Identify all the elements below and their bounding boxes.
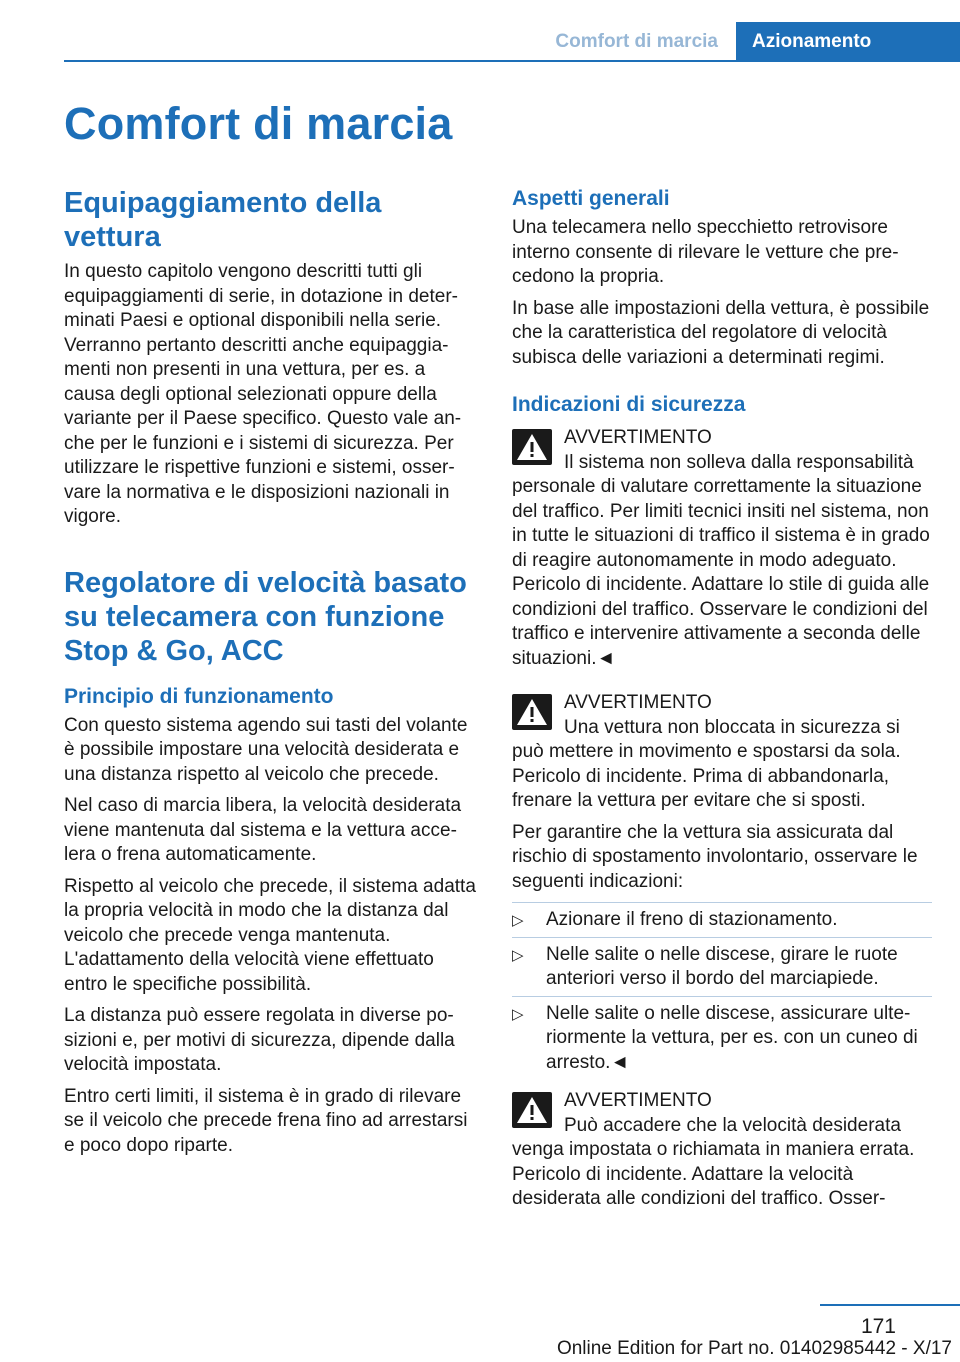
warning-box-2 (512, 691, 932, 814)
list-item (512, 908, 932, 933)
paragraph-equipaggiamento: In questo capitolo vengono descritti tutti gli equipaggiamenti di serie, in dotazione in determinati Paesi e optional disponibili nella serie. Verranno pertanto descritti anche equipaggiamenti non presenti in una vettura, per es. a causa degli optional selezionati oppure della variante per il Paese specifico. Questo vale anche per le funzioni e i sistemi di sicurezza. Per utilizzare le rispettive funzioni e sistemi, osservare la normativa e le disposizioni nazionali in vigore. (64, 261, 462, 527)
heading-equipaggiamento: Equipaggiamento della vettura (64, 187, 382, 253)
warning-text-first-line: Il sistema non solleva dalla responsabilità (564, 451, 914, 473)
list-item-text: Nelle salite o nelle discese, assicurare ulteriormente la vettura, per es. con un cuneo di arresto.◄ (546, 1002, 918, 1073)
warning-box-1 (512, 426, 932, 671)
list-item (512, 943, 932, 992)
warning-text: personale di valutare correttamente la situazione del traffico. Per limiti tecnici insiti nel sistema, non in tutte le situazioni di traffico il sistema è in grado di reagire autonomamente in modo adeguato. Pericolo di incidente. Adattare lo stile di guida alle condizioni del traffico. Osservare le condizioni del traffico e intervenire attivamente a seconda delle situazioni.◄ (512, 476, 930, 669)
footer-rule (820, 1304, 960, 1306)
triangle-bullet-icon: ▷ (512, 1005, 524, 1023)
warning-title: AVVERTIMENTO (564, 692, 712, 713)
heading-principio: Principio di funzionamento (64, 684, 334, 708)
paragraph-principio-4: La distanza può essere regolata in diverse posizioni e, per motivi di sicurezza, dipende dalla velocità impostata. (64, 1005, 455, 1075)
paragraph-principio-1: Con questo sistema agendo sui tasti del volante è possibile impostare una velocità desiderata e una distanza rispetto al veicolo che precede. (64, 714, 468, 785)
list-item (512, 1002, 932, 1076)
page-header (64, 22, 960, 62)
paragraph-aspetti-2: In base alle impostazioni della vettura, è possibile che la caratteristica del regolatore di velocità subisca delle variazioni a determinati regimi. (512, 297, 930, 368)
paragraph-principio-2: Nel caso di marcia libera, la velocità desiderata viene mantenuta dal sistema e la vettura accelera o frena automaticamente. (64, 795, 462, 865)
warning-text-first-line: Può accadere che la velocità desiderata (564, 1114, 901, 1136)
warning-text: può mettere in movimento e spostarsi da sola. Pericolo di incidente. Prima di abbandonarla, frenare la vettura per evitare che si sposti. (512, 741, 901, 811)
triangle-bullet-icon: ▷ (512, 912, 524, 929)
heading-sicurezza: Indicazioni di sicurezza (512, 393, 746, 416)
paragraph-garantire: Per garantire che la vettura sia assicurata dal rischio di spostamento involontario, osservare le seguenti indicazioni: (512, 821, 918, 892)
warning-title: AVVERTIMENTO (564, 427, 712, 448)
header-section-title: Comfort di marcia (555, 31, 718, 52)
warning-text-first-line: Una vettura non bloccata in sicurezza si (564, 716, 900, 738)
triangle-bullet-icon: ▷ (512, 946, 524, 964)
warning-triangle-icon (512, 1092, 552, 1128)
footer-edition-note: Online Edition for Part no. 01402985442 - X/17 (556, 1338, 952, 1359)
chapter-title: Comfort di marcia (64, 98, 453, 149)
right-column (512, 186, 932, 1219)
list-item-text: Nelle salite o nelle discese, girare le ruote anteriori verso il bordo del marciapiede. (546, 943, 898, 989)
page-number: 171 (860, 1315, 896, 1338)
paragraph-principio-5: Entro certi limiti, il sistema è in grado di rilevare se il veicolo che precede frena fino ad arrestarsi e poco dopo riparte. (64, 1085, 468, 1156)
list-item-text: Azionare il freno di stazionamento. (546, 909, 838, 930)
warning-box-3 (512, 1089, 932, 1212)
warning-text: venga impostata o richiamata in maniera errata. Pericolo di incidente. Adattare la velocità desiderata alle condizioni del traffico. Osser- (512, 1139, 915, 1209)
paragraph-principio-3: Rispetto al veicolo che precede, il sistema adatta la propria velocità in modo che la distanza dal veicolo che precede venga mantenuta. L'adattamento della velocità viene effettuato entro le specifiche possibilità. (64, 875, 476, 995)
instruction-list (512, 908, 932, 1075)
header-chapter-tab: Azionamento (736, 22, 960, 62)
warning-title: AVVERTIMENTO (564, 1090, 712, 1111)
heading-aspetti: Aspetti generali (512, 187, 670, 210)
warning-triangle-icon (512, 694, 552, 730)
paragraph-aspetti-1: Una telecamera nello specchietto retrovisore interno consente di rilevare le vetture che precedono la propria. (512, 217, 899, 287)
left-column (64, 186, 480, 1165)
heading-acc: Regolatore di velocità basato su telecamera con funzione Stop & Go, ACC (64, 566, 467, 667)
warning-triangle-icon (512, 429, 552, 465)
